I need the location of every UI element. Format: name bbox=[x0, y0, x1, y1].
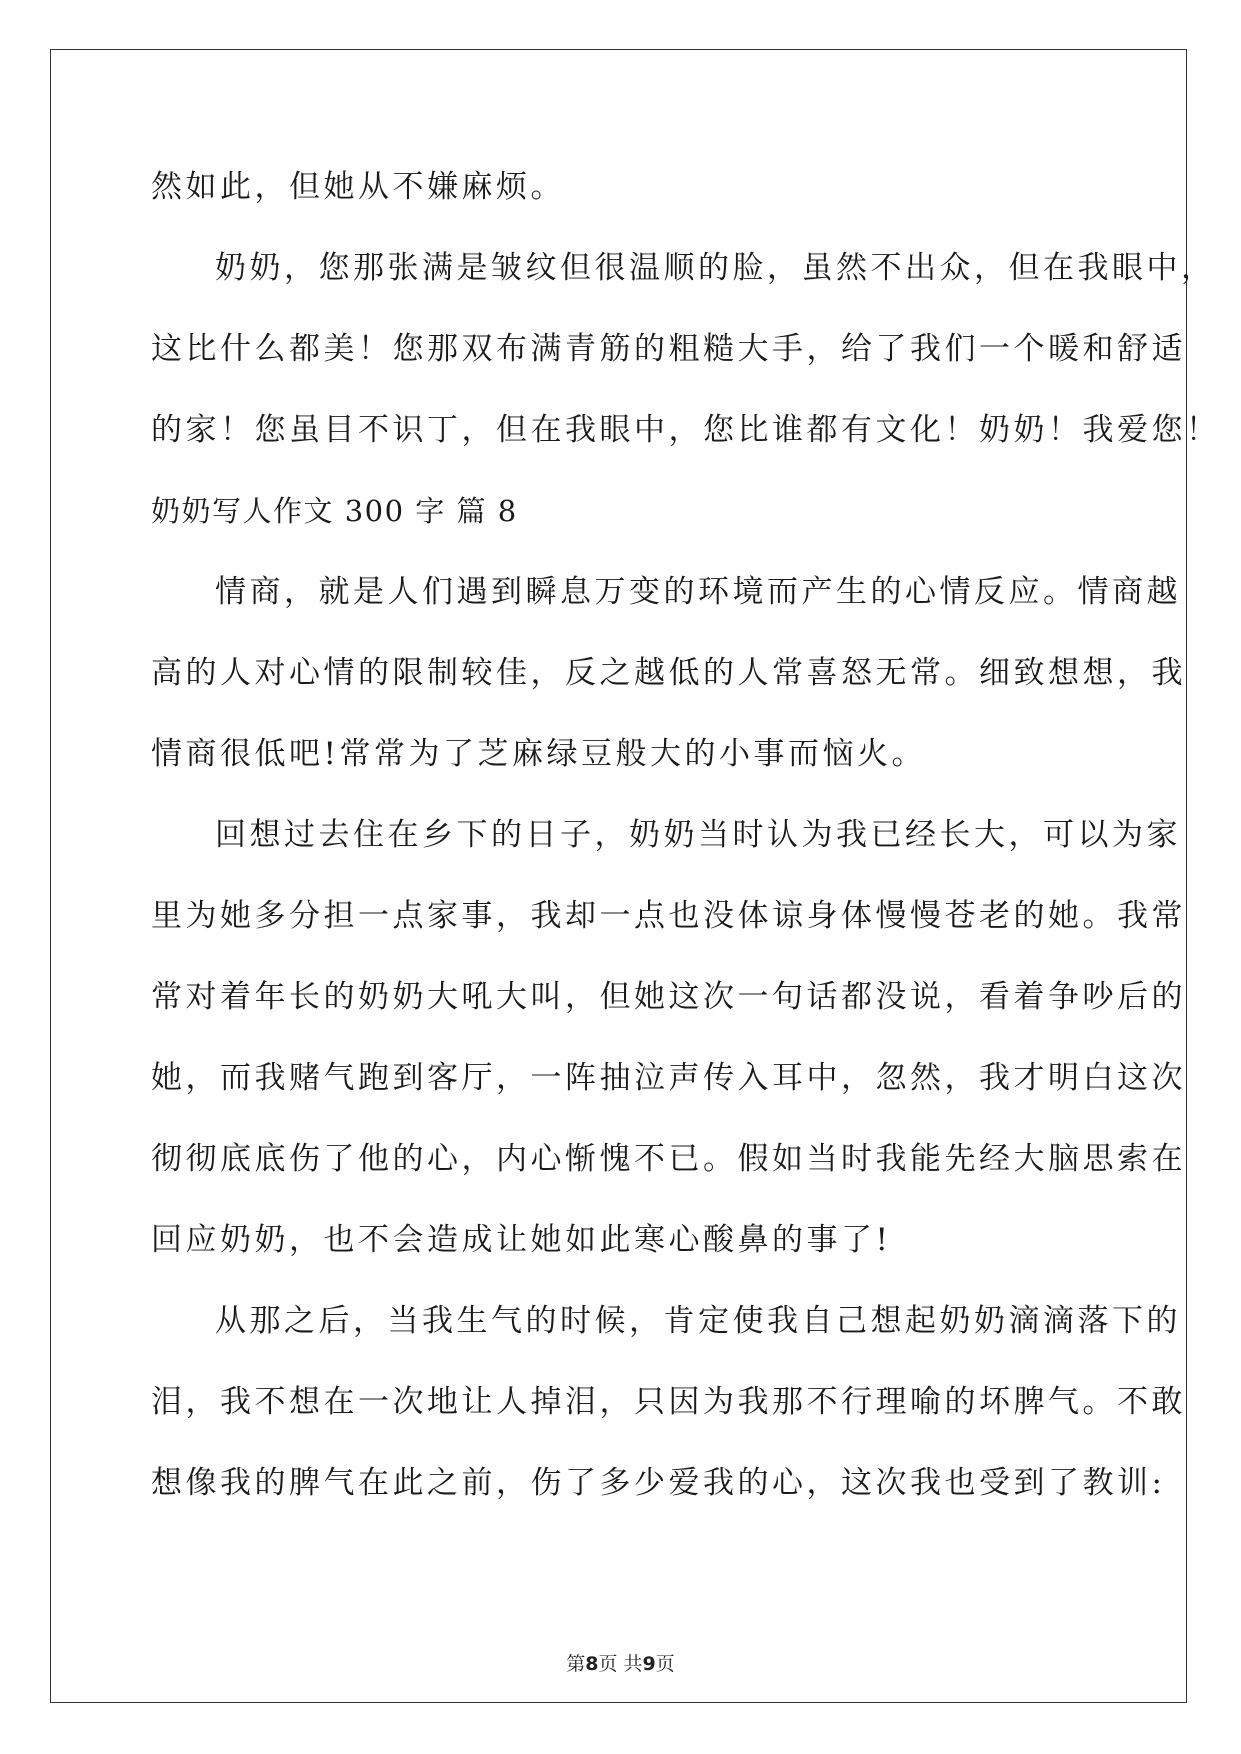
text-line: 想像我的脾气在此之前，伤了多少爱我的心，这次我也受到了教训: bbox=[151, 1465, 1166, 1501]
footer-mid: 页 共 bbox=[598, 1653, 643, 1675]
page-footer bbox=[0, 1649, 1241, 1676]
paragraph-start-line: 从那之后，当我生气的时候，肯定使我自己想起奶奶滴滴落下的 bbox=[215, 1303, 1181, 1339]
text-line: 常对着年长的奶奶大吼大叫，但她这次一句话都没说，看着争吵后的 bbox=[151, 979, 1186, 1015]
footer-suffix: 页 bbox=[655, 1653, 675, 1675]
text-line: 然如此，但她从不嫌麻烦。 bbox=[151, 169, 565, 205]
paragraph-start-line: 奶奶，您那张满是皱纹但很温顺的脸，虽然不出众，但在我眼中， bbox=[215, 250, 1216, 286]
current-page-number: 8 bbox=[585, 1653, 599, 1675]
document-body bbox=[151, 160, 1221, 1537]
footer-prefix: 第 bbox=[566, 1653, 586, 1675]
text-line: 泪，我不想在一次地让人掉泪，只因为我那不行理喻的坏脾气。不敢 bbox=[151, 1384, 1186, 1420]
paragraph-start-line: 情商，就是人们遇到瞬息万变的环境而产生的心情反应。情商越 bbox=[215, 574, 1181, 610]
section-heading: 奶奶写人作文 300 字 篇 8 bbox=[151, 494, 518, 528]
text-line: 的家！您虽目不识丁，但在我眼中，您比谁都有文化！奶奶！我爱您！ bbox=[151, 412, 1221, 448]
text-line: 这比什么都美！您那双布满青筋的粗糙大手，给了我们一个暖和舒适 bbox=[151, 331, 1186, 367]
text-line: 高的人对心情的限制较佳，反之越低的人常喜怒无常。细致想想，我 bbox=[151, 655, 1186, 691]
text-line: 情商很低吧!常常为了芝麻绿豆般大的小事而恼火。 bbox=[151, 736, 926, 772]
paragraph-start-line: 回想过去住在乡下的日子，奶奶当时认为我已经长大，可以为家 bbox=[215, 817, 1181, 853]
total-page-number: 9 bbox=[642, 1653, 656, 1675]
text-line: 里为她多分担一点家事，我却一点也没体谅身体慢慢苍老的她。我常 bbox=[151, 898, 1186, 934]
text-line: 彻彻底底伤了他的心，内心惭愧不已。假如当时我能先经大脑思索在 bbox=[151, 1141, 1186, 1177]
text-line: 回应奶奶，也不会造成让她如此寒心酸鼻的事了! bbox=[151, 1222, 892, 1258]
text-line: 她，而我赌气跑到客厅，一阵抽泣声传入耳中，忽然，我才明白这次 bbox=[151, 1060, 1186, 1096]
